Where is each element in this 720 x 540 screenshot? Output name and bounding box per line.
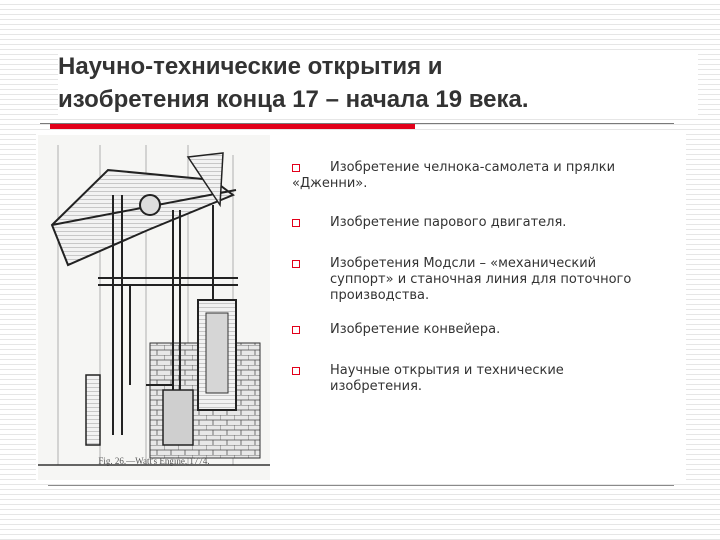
square-outline-icon xyxy=(292,326,300,334)
bullet-list xyxy=(292,0,692,540)
slide-title-line-2: изобретения конца 17 – начала 19 века. xyxy=(58,86,529,113)
square-outline-icon xyxy=(292,367,300,375)
bullet-text: Изобретение челнока-самолета и прялки «Дженни». xyxy=(292,160,616,191)
bullet-text: Изобретение конвейера. xyxy=(330,322,501,337)
watt-engine-illustration xyxy=(38,135,270,480)
square-outline-icon xyxy=(292,260,300,268)
figure-caption: Fig. 26.—Watt's Engine, 1774. xyxy=(98,456,210,466)
engine-drawing xyxy=(38,135,270,480)
bullet-text: Изобретения Модсли – «механический суппорт» и станочная линия для поточного производства. xyxy=(330,256,632,303)
bullet-text: Научные открытия и технические изобретения. xyxy=(330,363,564,394)
bullet-text: Изобретение парового двигателя. xyxy=(330,215,567,230)
square-outline-icon xyxy=(292,219,300,227)
slide-title-line-1: Научно-технические открытия и xyxy=(58,53,443,80)
